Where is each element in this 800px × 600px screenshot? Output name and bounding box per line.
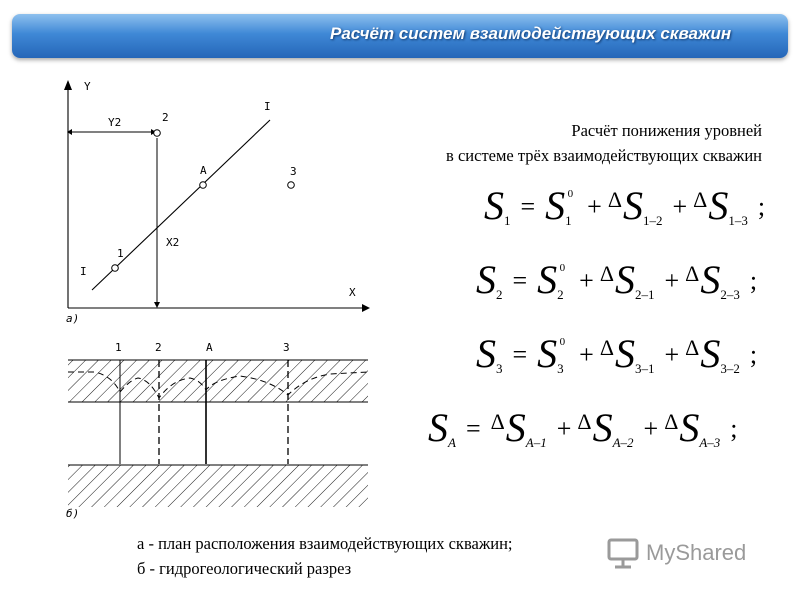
well-2-label: 2 [162, 111, 169, 124]
x2-label: X2 [166, 236, 180, 249]
section-well-2-label: 2 [155, 341, 162, 354]
line-label-bottom: I [80, 265, 87, 278]
description-line-2: в системе трёх взаимодействующих скважин [446, 146, 762, 165]
plan-view [64, 80, 370, 325]
well-3-label: 3 [290, 165, 297, 178]
axis-y-label: Y [84, 80, 91, 93]
section-well-1-label: 1 [115, 341, 122, 354]
myshared-logo [606, 537, 746, 569]
well-a-label: A [200, 164, 207, 177]
upper-aquitard [68, 360, 368, 402]
axis-x-label: X [349, 286, 356, 299]
well-1-marker [112, 265, 119, 272]
well-2-marker [154, 130, 161, 137]
section-view [66, 341, 368, 520]
logo-text: MyShared [646, 540, 747, 565]
panel-b-label: б) [66, 507, 80, 520]
presentation-board-icon [606, 537, 640, 569]
formula-sa: $S_A = \Delta S_{A-1} + \Delta S_{A-2} + \Delta S_{A-3}$ ; [428, 405, 738, 450]
description-line-1: Расчёт понижения уровней [571, 121, 762, 140]
formula-s3: $S_3 = S_3^0 + \Delta S_{3-1} + \Delta S_{3-2}$ ; [476, 331, 758, 376]
y2-label: Y2 [108, 116, 122, 129]
caption [137, 531, 512, 581]
formula-s2: $S_2 = S_2^0 + \Delta S_{2-1} + \Delta S_{2-3}$ ; [476, 257, 758, 302]
y-axis-arrow [64, 80, 72, 90]
section-well-a-label: A [206, 341, 213, 354]
section-well-3-label: 3 [283, 341, 290, 354]
well-3-marker [288, 182, 295, 189]
well-1-label: 1 [117, 247, 124, 260]
caption-line-1: а - план расположения взаимодействующих скважин; [137, 534, 513, 553]
description [446, 118, 762, 168]
formula-s1: $S_1 = S_1^0 + \Delta S_{1-2} + \Delta S_{1-3}$ ; [484, 183, 766, 228]
lower-aquitard [68, 465, 368, 507]
well-a-marker [200, 182, 207, 189]
section-line-i [92, 120, 270, 290]
caption-line-2: б - гидрогеологический разрез [137, 559, 352, 578]
panel-a-label: а) [66, 312, 80, 325]
x-axis-arrow [362, 304, 370, 312]
line-label-top: I [264, 100, 271, 113]
slide-title: Расчёт систем взаимодействующих скважин [330, 24, 732, 43]
